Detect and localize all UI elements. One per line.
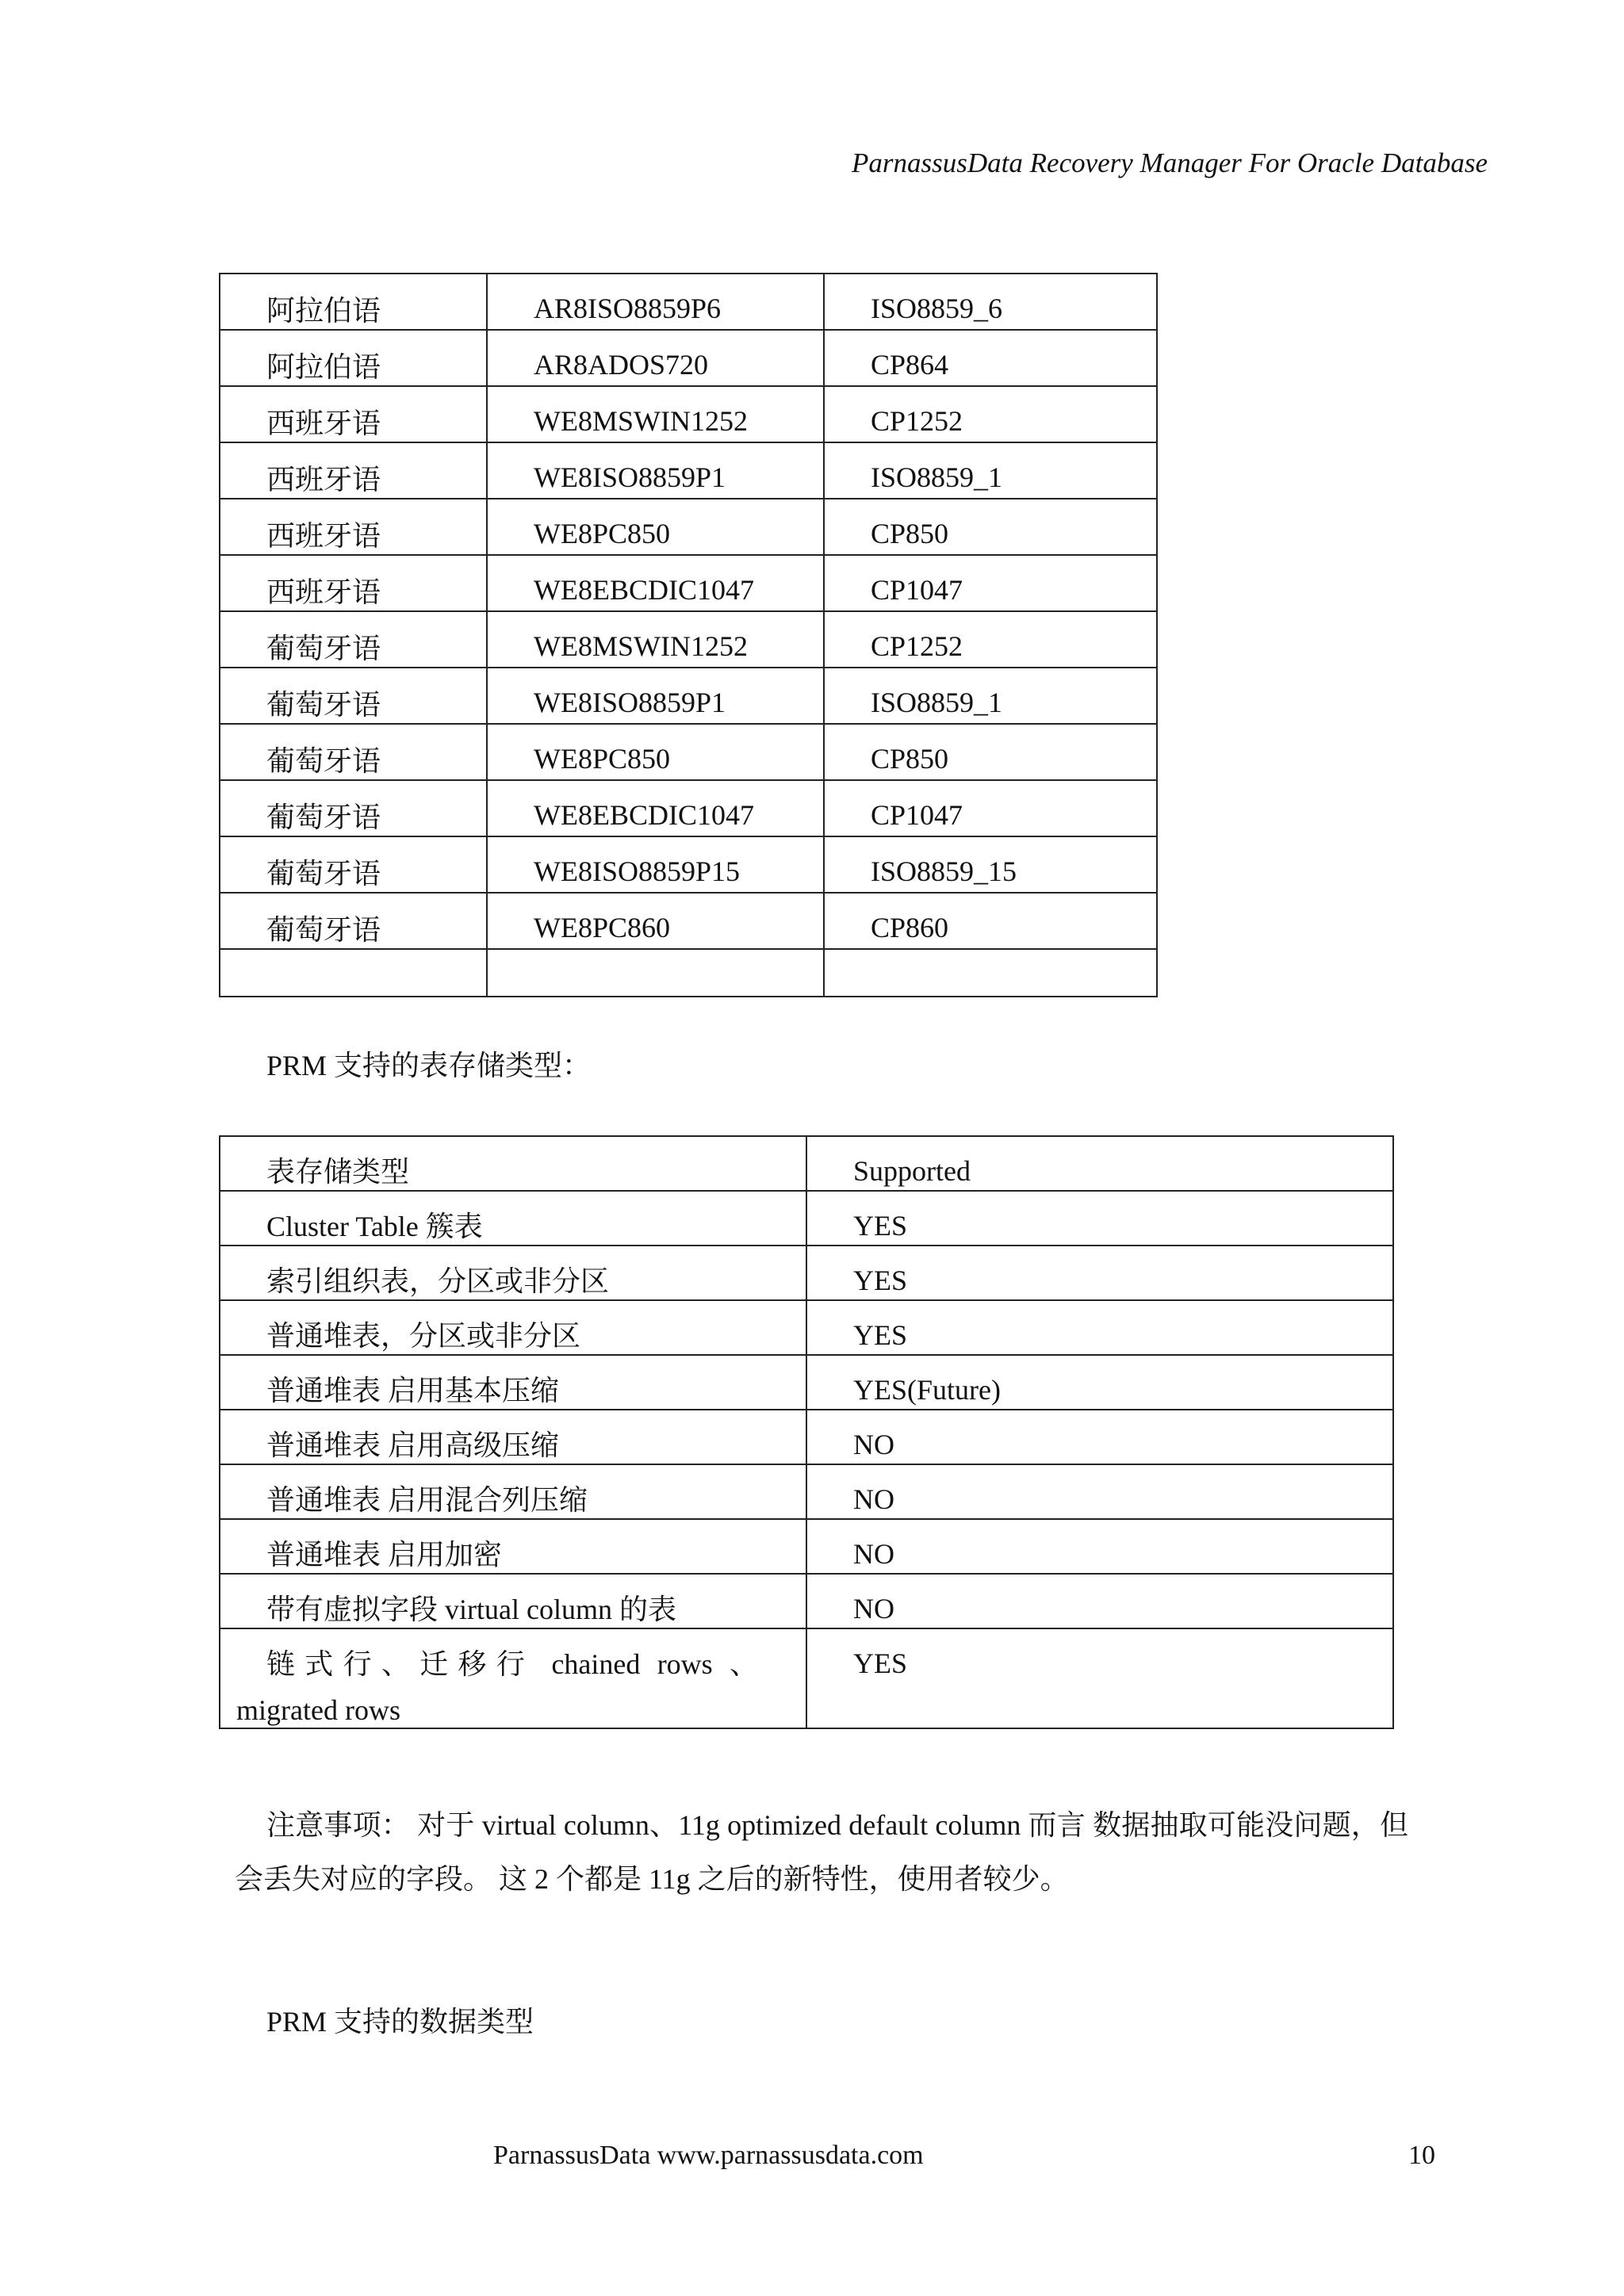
charset-cell-oracle-charset (487, 949, 824, 997)
charset-cell-java-charset: ISO8859_15 (824, 836, 1157, 893)
storage-cell-storage-type: 普通堆表 启用加密 (220, 1519, 806, 1574)
storage-cell-supported: NO (806, 1519, 1393, 1574)
charset-cell-oracle-charset: WE8MSWIN1252 (487, 611, 824, 668)
charset-cell-language: 西班牙语 (220, 555, 487, 611)
storage-types-heading: PRM 支持的表存储类型： (266, 1050, 592, 1081)
table-row (220, 499, 1157, 555)
storage-cell-storage-type: 普通堆表，分区或非分区 (220, 1300, 806, 1355)
storage-cell-supported: NO (806, 1464, 1393, 1519)
charset-cell-oracle-charset: WE8EBCDIC1047 (487, 555, 824, 611)
storage-cell-supported: NO (806, 1574, 1393, 1628)
charset-cell-language: 葡萄牙语 (220, 836, 487, 893)
charset-cell-java-charset: CP850 (824, 499, 1157, 555)
charset-cell-java-charset: ISO8859_6 (824, 274, 1157, 330)
charset-cell-java-charset: CP1047 (824, 780, 1157, 836)
table-row (220, 330, 1157, 386)
table-row (220, 836, 1157, 893)
charset-cell-java-charset: CP1047 (824, 555, 1157, 611)
storage-cell-storage-type: Cluster Table 簇表 (220, 1191, 806, 1246)
storage-cell-storage-type: 普通堆表 启用混合列压缩 (220, 1464, 806, 1519)
storage-cell-storage-type: 普通堆表 启用高级压缩 (220, 1410, 806, 1464)
table-row (220, 949, 1157, 997)
charset-cell-language: 葡萄牙语 (220, 724, 487, 780)
storage-cell-supported: YES (806, 1300, 1393, 1355)
table-row (220, 1246, 1393, 1300)
charset-cell-language: 葡萄牙语 (220, 611, 487, 668)
storage-cell-supported: YES (806, 1191, 1393, 1246)
charset-cell-java-charset (824, 949, 1157, 997)
charset-cell-java-charset: CP850 (824, 724, 1157, 780)
table-row (220, 1519, 1393, 1574)
charset-cell-oracle-charset: WE8MSWIN1252 (487, 386, 824, 442)
storage-header-supported: Supported (806, 1136, 1393, 1191)
charset-cell-language: 阿拉伯语 (220, 274, 487, 330)
table-row (220, 274, 1157, 330)
charset-cell-java-charset: CP860 (824, 893, 1157, 949)
table-row (220, 1410, 1393, 1464)
charset-cell-oracle-charset: WE8PC860 (487, 893, 824, 949)
table-row (220, 611, 1157, 668)
charset-cell-oracle-charset: WE8PC850 (487, 724, 824, 780)
charset-cell-java-charset: ISO8859_1 (824, 442, 1157, 499)
table-row (220, 1355, 1393, 1410)
table-row (220, 893, 1157, 949)
table-row (220, 555, 1157, 611)
charset-cell-oracle-charset: WE8ISO8859P15 (487, 836, 824, 893)
charset-cell-language: 阿拉伯语 (220, 330, 487, 386)
footer-text: ParnassusData www.parnassusdata.com (493, 2141, 924, 2170)
note-paragraph: 注意事项： 对于 virtual column、11g optimized default column 而言 数据抽取可能没问题，但会丢失对应的字段。 这 2 个都是 11g 之后的新特性，使用者较少。 (235, 1809, 1408, 1895)
storage-table-header-row (220, 1136, 1393, 1191)
table-row (220, 724, 1157, 780)
storage-header-type: 表存储类型 (220, 1136, 806, 1191)
storage-types-table (219, 1135, 1394, 1729)
storage-cell-line2: migrated rows (236, 1694, 400, 1726)
charset-cell-language: 葡萄牙语 (220, 893, 487, 949)
charset-cell-java-charset: CP1252 (824, 611, 1157, 668)
storage-cell-storage-type: 带有虚拟字段 virtual column 的表 (220, 1574, 806, 1628)
table-row (220, 386, 1157, 442)
charset-table-body (220, 274, 1157, 997)
table-row (220, 780, 1157, 836)
storage-cell-storage-type: 普通堆表 启用基本压缩 (220, 1355, 806, 1410)
table-row (220, 1628, 1393, 1728)
charset-cell-language: 葡萄牙语 (220, 668, 487, 724)
charset-cell-language (220, 949, 487, 997)
charset-table (219, 273, 1158, 997)
table-row (220, 668, 1157, 724)
page-number: 10 (1408, 2141, 1435, 2170)
storage-cell-line1: 链式行、迁移行 chained rows 、 (266, 1648, 758, 1680)
storage-cell-supported: YES(Future) (806, 1355, 1393, 1410)
storage-cell-storage-type: 索引组织表，分区或非分区 (220, 1246, 806, 1300)
charset-cell-language: 西班牙语 (220, 386, 487, 442)
storage-cell-supported: YES (806, 1628, 1393, 1728)
storage-cell-storage-type (220, 1628, 806, 1728)
charset-cell-oracle-charset: WE8EBCDIC1047 (487, 780, 824, 836)
storage-cell-supported: NO (806, 1410, 1393, 1464)
charset-cell-oracle-charset: WE8ISO8859P1 (487, 442, 824, 499)
charset-cell-language: 西班牙语 (220, 499, 487, 555)
charset-cell-java-charset: CP864 (824, 330, 1157, 386)
table-row (220, 442, 1157, 499)
charset-cell-java-charset: ISO8859_1 (824, 668, 1157, 724)
charset-cell-java-charset: CP1252 (824, 386, 1157, 442)
charset-cell-language: 葡萄牙语 (220, 780, 487, 836)
charset-cell-oracle-charset: AR8ISO8859P6 (487, 274, 824, 330)
table-row (220, 1300, 1393, 1355)
table-row (220, 1574, 1393, 1628)
charset-cell-oracle-charset: WE8PC850 (487, 499, 824, 555)
charset-cell-oracle-charset: WE8ISO8859P1 (487, 668, 824, 724)
storage-table-body (220, 1136, 1393, 1728)
table-row (220, 1191, 1393, 1246)
charset-cell-language: 西班牙语 (220, 442, 487, 499)
page-header-title: ParnassusData Recovery Manager For Oracle Database (852, 147, 1488, 178)
table-row (220, 1464, 1393, 1519)
datatypes-heading: PRM 支持的数据类型 (266, 2006, 534, 2038)
charset-cell-oracle-charset: AR8ADOS720 (487, 330, 824, 386)
storage-cell-supported: YES (806, 1246, 1393, 1300)
